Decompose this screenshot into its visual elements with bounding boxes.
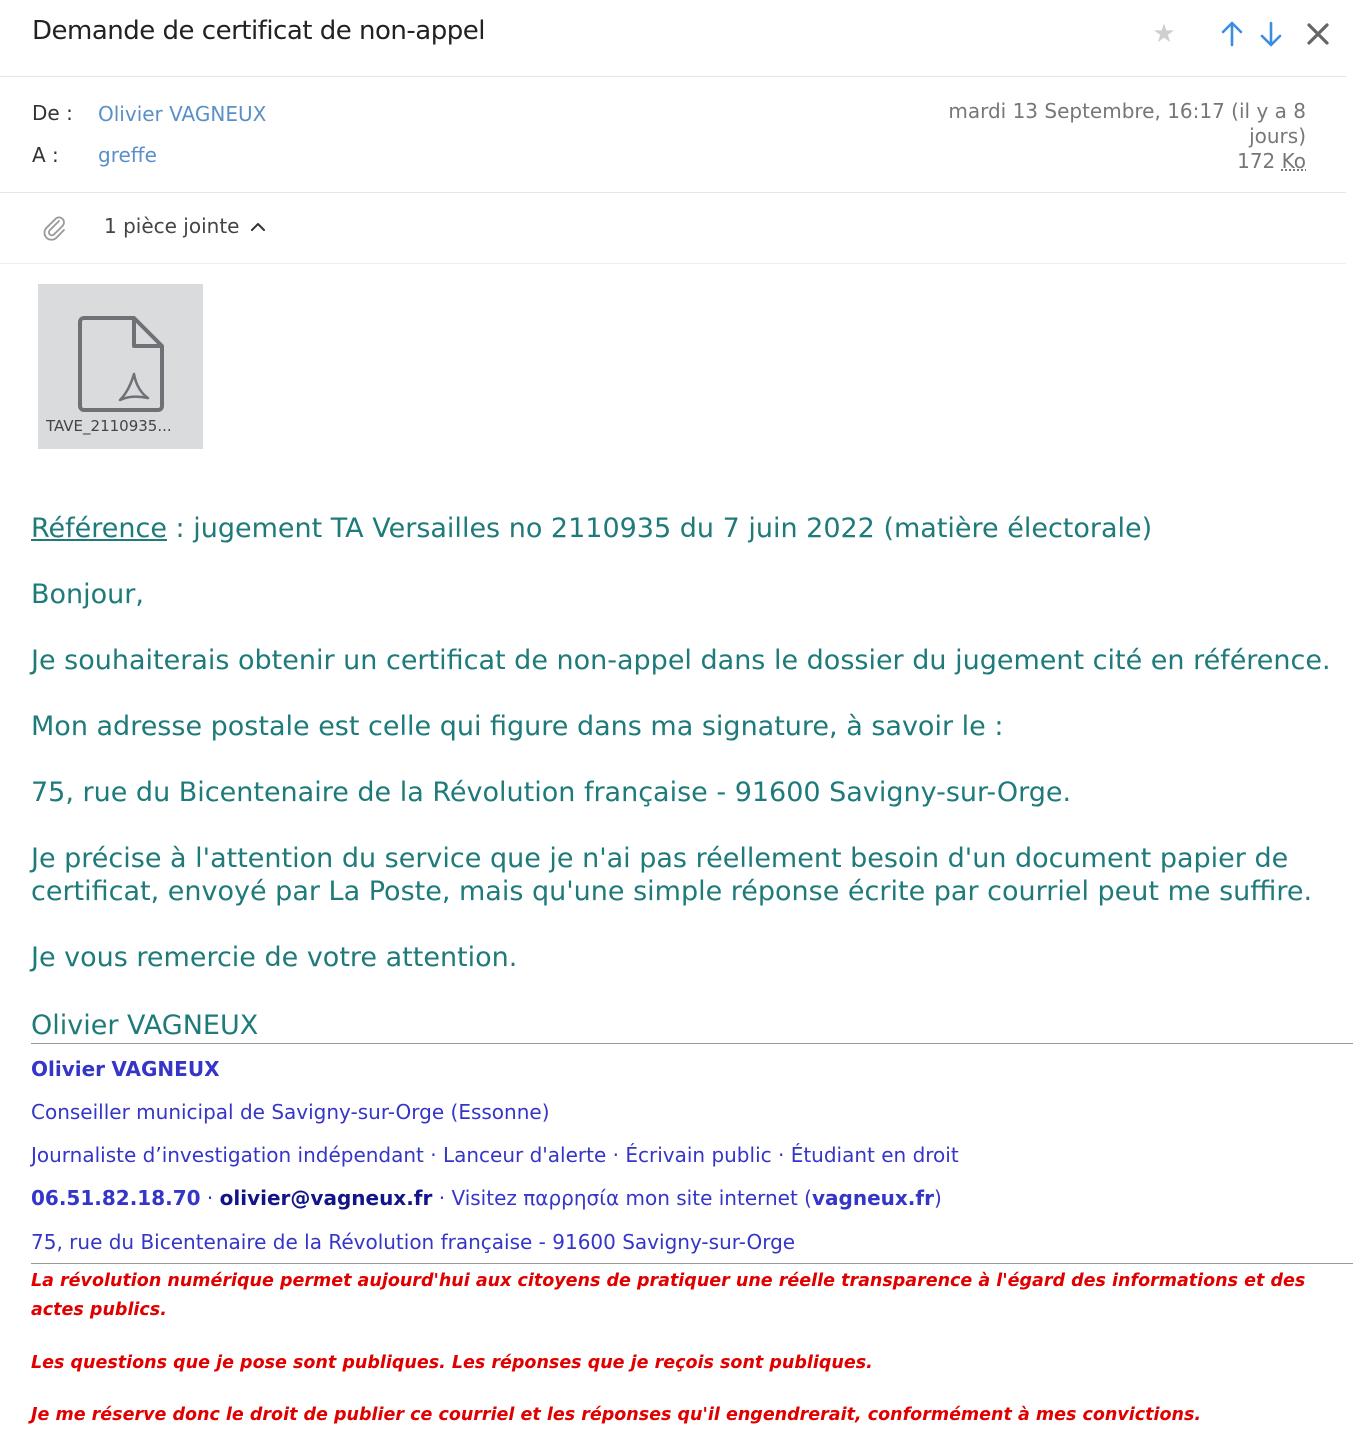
reference-line	[31, 512, 1351, 545]
body-paragraph-4: Je précise à l'attention du service que je n'ai pas réellement besoin d'un document papier de certificat, envoyé par La Poste, mais qu'une simple réponse écrite par courriel peut me suffire.	[31, 843, 1313, 907]
signature-contact	[31, 1186, 942, 1210]
body-paragraph-2: Mon adresse postale est celle qui figure dans ma signature, à savoir le :	[31, 711, 1004, 742]
body-paragraph-1: Je souhaiterais obtenir un certificat de non-appel dans le dossier du jugement cité en référence.	[31, 645, 1331, 676]
star-icon[interactable]: ★	[1152, 19, 1176, 49]
signature-first-name: Olivier	[31, 1057, 106, 1081]
signature-site-link[interactable]	[812, 1186, 934, 1210]
attachment-filename: TAVE_2110935...	[46, 417, 172, 435]
signature-divider-top	[31, 1043, 1353, 1044]
date-line-2: jours)	[1249, 124, 1306, 148]
message-meta	[0, 77, 1346, 193]
signature-divider-bottom	[31, 1263, 1353, 1264]
pdf-file-icon	[76, 314, 166, 414]
visit-mid: mon site internet (	[619, 1186, 812, 1210]
greek-word: παρρησία	[523, 1186, 620, 1210]
attachments-bar	[0, 193, 1346, 264]
signature-last-name: VAGNEUX	[111, 1057, 220, 1081]
close-icon[interactable]	[1302, 18, 1334, 50]
paperclip-icon	[40, 213, 68, 241]
message-date	[946, 99, 1306, 174]
signature-role: Conseiller municipal de Savigny-sur-Orge (Essonne)	[31, 1100, 550, 1124]
visit-end: )	[933, 1186, 942, 1210]
to-label: A :	[32, 143, 59, 167]
from-sender[interactable]: Olivier VAGNEUX	[98, 102, 267, 126]
signature-phone[interactable]: 06.51.82.18.70	[31, 1186, 201, 1210]
body-paragraph-3: 75, rue du Bicentenaire de la Révolution française - 91600 Savigny-sur-Orge.	[31, 777, 1072, 808]
arrow-up-icon[interactable]	[1216, 18, 1248, 50]
notice-public-questions: Les questions que je pose sont publiques. Les réponses que je reçois sont publiques.	[31, 1353, 873, 1373]
size-unit: Ko	[1281, 149, 1306, 173]
attachment-count: 1 pièce jointe	[104, 214, 240, 238]
site-link-text: vagneux.fr	[811, 1186, 934, 1210]
chevron-up-icon[interactable]	[248, 217, 268, 237]
message-header	[0, 0, 1346, 77]
reference-text: : jugement TA Versailles no 2110935 du 7 juin 2022 (matière électorale)	[166, 513, 1153, 544]
contact-separator: ·	[200, 1186, 220, 1210]
signature-email-link[interactable]: olivier@vagneux.fr	[219, 1186, 433, 1210]
attachment-tile[interactable]	[38, 284, 203, 449]
visit-prefix: · Visitez	[432, 1186, 524, 1210]
message-body	[31, 512, 1351, 1007]
signature-address: 75, rue du Bicentenaire de la Révolution française - 91600 Savigny-sur-Orge	[31, 1230, 796, 1254]
message-size	[946, 149, 1306, 174]
signoff-name: Olivier VAGNEUX	[31, 1010, 259, 1041]
body-paragraph-5: Je vous remercie de votre attention.	[31, 942, 518, 973]
to-recipient[interactable]: greffe	[98, 143, 157, 167]
greeting: Bonjour,	[31, 579, 144, 610]
reference-label: Référence	[31, 513, 167, 544]
from-label: De :	[32, 101, 73, 125]
date-line-1: mardi 13 Septembre, 16:17 (il y a 8	[948, 99, 1306, 123]
signature-titles: Journaliste d’investigation indépendant · Lanceur d'alerte · Écrivain public · Étudiant en droit	[31, 1143, 959, 1167]
size-value: 172	[1237, 149, 1276, 173]
notice-publication-right: Je me réserve donc le droit de publier ce courriel et les réponses qu'il engendrerait, conformément à mes convictions.	[31, 1405, 1202, 1425]
signature-name	[31, 1057, 219, 1081]
arrow-down-icon[interactable]	[1255, 18, 1287, 50]
notice-transparency: La révolution numérique permet aujourd'hui aux citoyens de pratiquer une réelle transparence à l'égard des informations et des actes publics.	[31, 1271, 1306, 1320]
message-subject: Demande de certificat de non-appel	[32, 16, 485, 46]
